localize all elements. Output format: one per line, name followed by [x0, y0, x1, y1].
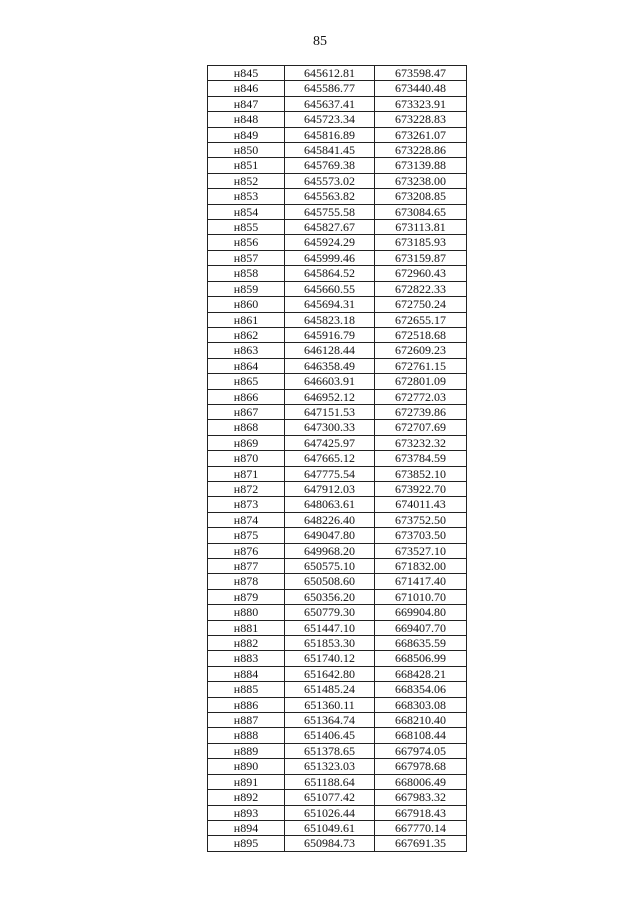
point-id-cell: н877 — [208, 559, 285, 574]
point-id-cell: н868 — [208, 420, 285, 435]
point-id-cell: н862 — [208, 327, 285, 342]
point-id-cell: н880 — [208, 605, 285, 620]
table-row — [208, 297, 467, 312]
x-coordinate-cell: 647912.03 — [285, 481, 375, 496]
table-row — [208, 420, 467, 435]
y-coordinate-cell: 667918.43 — [375, 805, 467, 820]
y-coordinate-cell: 673228.86 — [375, 143, 467, 158]
table-row — [208, 204, 467, 219]
point-id-cell: н845 — [208, 66, 285, 81]
point-id-cell: н881 — [208, 620, 285, 635]
point-id-cell: н856 — [208, 235, 285, 250]
x-coordinate-cell: 645924.29 — [285, 235, 375, 250]
y-coordinate-cell: 668506.99 — [375, 651, 467, 666]
point-id-cell: н852 — [208, 173, 285, 188]
x-coordinate-cell: 651642.80 — [285, 666, 375, 681]
table-row — [208, 173, 467, 188]
y-coordinate-cell: 673228.83 — [375, 112, 467, 127]
table-row — [208, 343, 467, 358]
point-id-cell: н884 — [208, 666, 285, 681]
point-id-cell: н879 — [208, 589, 285, 604]
y-coordinate-cell: 667983.32 — [375, 790, 467, 805]
y-coordinate-cell: 673323.91 — [375, 96, 467, 111]
table-row — [208, 358, 467, 373]
coordinates-table-body — [208, 66, 467, 852]
y-coordinate-cell: 673784.59 — [375, 451, 467, 466]
x-coordinate-cell: 648226.40 — [285, 512, 375, 527]
table-row — [208, 713, 467, 728]
point-id-cell: н883 — [208, 651, 285, 666]
point-id-cell: н858 — [208, 266, 285, 281]
point-id-cell: н891 — [208, 774, 285, 789]
point-id-cell: н870 — [208, 451, 285, 466]
table-row — [208, 589, 467, 604]
point-id-cell: н853 — [208, 189, 285, 204]
x-coordinate-cell: 645612.81 — [285, 66, 375, 81]
point-id-cell: н871 — [208, 466, 285, 481]
x-coordinate-cell: 646128.44 — [285, 343, 375, 358]
x-coordinate-cell: 645841.45 — [285, 143, 375, 158]
x-coordinate-cell: 645573.02 — [285, 173, 375, 188]
y-coordinate-cell: 673852.10 — [375, 466, 467, 481]
y-coordinate-cell: 672609.23 — [375, 343, 467, 358]
y-coordinate-cell: 673598.47 — [375, 66, 467, 81]
x-coordinate-cell: 651360.11 — [285, 697, 375, 712]
y-coordinate-cell: 669904.80 — [375, 605, 467, 620]
table-row — [208, 636, 467, 651]
table-row — [208, 651, 467, 666]
y-coordinate-cell: 673232.32 — [375, 435, 467, 450]
x-coordinate-cell: 647300.33 — [285, 420, 375, 435]
y-coordinate-cell: 671417.40 — [375, 574, 467, 589]
x-coordinate-cell: 651188.64 — [285, 774, 375, 789]
x-coordinate-cell: 645864.52 — [285, 266, 375, 281]
coordinates-table — [207, 65, 467, 852]
table-row — [208, 666, 467, 681]
point-id-cell: н886 — [208, 697, 285, 712]
y-coordinate-cell: 672655.17 — [375, 312, 467, 327]
x-coordinate-cell: 650984.73 — [285, 836, 375, 851]
table-row — [208, 559, 467, 574]
table-row — [208, 820, 467, 835]
point-id-cell: н860 — [208, 297, 285, 312]
y-coordinate-cell: 672518.68 — [375, 327, 467, 342]
point-id-cell: н863 — [208, 343, 285, 358]
point-id-cell: н873 — [208, 497, 285, 512]
y-coordinate-cell: 672707.69 — [375, 420, 467, 435]
table-row — [208, 805, 467, 820]
point-id-cell: н893 — [208, 805, 285, 820]
x-coordinate-cell: 645916.79 — [285, 327, 375, 342]
page-number: 85 — [313, 34, 327, 49]
point-id-cell: н875 — [208, 528, 285, 543]
table-row — [208, 743, 467, 758]
y-coordinate-cell: 667974.05 — [375, 743, 467, 758]
table-row — [208, 543, 467, 558]
x-coordinate-cell: 645660.55 — [285, 281, 375, 296]
x-coordinate-cell: 647665.12 — [285, 451, 375, 466]
table-row — [208, 220, 467, 235]
point-id-cell: н895 — [208, 836, 285, 851]
table-row — [208, 312, 467, 327]
table-row — [208, 682, 467, 697]
point-id-cell: н890 — [208, 759, 285, 774]
point-id-cell: н888 — [208, 728, 285, 743]
point-id-cell: н854 — [208, 204, 285, 219]
x-coordinate-cell: 645563.82 — [285, 189, 375, 204]
y-coordinate-cell: 673752.50 — [375, 512, 467, 527]
point-id-cell: н851 — [208, 158, 285, 173]
x-coordinate-cell: 645694.31 — [285, 297, 375, 312]
table-row — [208, 112, 467, 127]
x-coordinate-cell: 648063.61 — [285, 497, 375, 512]
x-coordinate-cell: 651485.24 — [285, 682, 375, 697]
table-row — [208, 774, 467, 789]
table-row — [208, 790, 467, 805]
point-id-cell: н848 — [208, 112, 285, 127]
table-row — [208, 127, 467, 142]
x-coordinate-cell: 646952.12 — [285, 389, 375, 404]
x-coordinate-cell: 647775.54 — [285, 466, 375, 481]
x-coordinate-cell: 651077.42 — [285, 790, 375, 805]
point-id-cell: н855 — [208, 220, 285, 235]
point-id-cell: н849 — [208, 127, 285, 142]
x-coordinate-cell: 650575.10 — [285, 559, 375, 574]
table-row — [208, 836, 467, 851]
x-coordinate-cell: 646358.49 — [285, 358, 375, 373]
y-coordinate-cell: 672772.03 — [375, 389, 467, 404]
y-coordinate-cell: 667691.35 — [375, 836, 467, 851]
table-row — [208, 497, 467, 512]
y-coordinate-cell: 673084.65 — [375, 204, 467, 219]
y-coordinate-cell: 673139.88 — [375, 158, 467, 173]
y-coordinate-cell: 673527.10 — [375, 543, 467, 558]
point-id-cell: н865 — [208, 374, 285, 389]
table-row — [208, 512, 467, 527]
y-coordinate-cell: 673440.48 — [375, 81, 467, 96]
table-row — [208, 389, 467, 404]
y-coordinate-cell: 668303.08 — [375, 697, 467, 712]
y-coordinate-cell: 673208.85 — [375, 189, 467, 204]
y-coordinate-cell: 668354.06 — [375, 682, 467, 697]
table-row — [208, 266, 467, 281]
table-row — [208, 605, 467, 620]
x-coordinate-cell: 650356.20 — [285, 589, 375, 604]
y-coordinate-cell: 667978.68 — [375, 759, 467, 774]
y-coordinate-cell: 672822.33 — [375, 281, 467, 296]
table-row — [208, 759, 467, 774]
point-id-cell: н867 — [208, 404, 285, 419]
x-coordinate-cell: 645827.67 — [285, 220, 375, 235]
y-coordinate-cell: 672750.24 — [375, 297, 467, 312]
y-coordinate-cell: 674011.43 — [375, 497, 467, 512]
table-row — [208, 620, 467, 635]
y-coordinate-cell: 673703.50 — [375, 528, 467, 543]
y-coordinate-cell: 667770.14 — [375, 820, 467, 835]
x-coordinate-cell: 650508.60 — [285, 574, 375, 589]
point-id-cell: н861 — [208, 312, 285, 327]
x-coordinate-cell: 651447.10 — [285, 620, 375, 635]
point-id-cell: н846 — [208, 81, 285, 96]
table-row — [208, 143, 467, 158]
table-row — [208, 528, 467, 543]
x-coordinate-cell: 651364.74 — [285, 713, 375, 728]
point-id-cell: н859 — [208, 281, 285, 296]
x-coordinate-cell: 645755.58 — [285, 204, 375, 219]
x-coordinate-cell: 651740.12 — [285, 651, 375, 666]
table-row — [208, 728, 467, 743]
table-row — [208, 281, 467, 296]
table-row — [208, 189, 467, 204]
x-coordinate-cell: 647425.97 — [285, 435, 375, 450]
table-row — [208, 250, 467, 265]
x-coordinate-cell: 645823.18 — [285, 312, 375, 327]
y-coordinate-cell: 668210.40 — [375, 713, 467, 728]
y-coordinate-cell: 673261.07 — [375, 127, 467, 142]
table-row — [208, 374, 467, 389]
y-coordinate-cell: 671832.00 — [375, 559, 467, 574]
x-coordinate-cell: 647151.53 — [285, 404, 375, 419]
y-coordinate-cell: 668006.49 — [375, 774, 467, 789]
point-id-cell: н864 — [208, 358, 285, 373]
point-id-cell: н847 — [208, 96, 285, 111]
point-id-cell: н882 — [208, 636, 285, 651]
x-coordinate-cell: 651026.44 — [285, 805, 375, 820]
point-id-cell: н857 — [208, 250, 285, 265]
y-coordinate-cell: 673185.93 — [375, 235, 467, 250]
table-row — [208, 96, 467, 111]
table-row — [208, 466, 467, 481]
point-id-cell: н889 — [208, 743, 285, 758]
table-row — [208, 404, 467, 419]
point-id-cell: н866 — [208, 389, 285, 404]
x-coordinate-cell: 650779.30 — [285, 605, 375, 620]
y-coordinate-cell: 673922.70 — [375, 481, 467, 496]
y-coordinate-cell: 668428.21 — [375, 666, 467, 681]
table-row — [208, 66, 467, 81]
x-coordinate-cell: 651406.45 — [285, 728, 375, 743]
x-coordinate-cell: 646603.91 — [285, 374, 375, 389]
table-row — [208, 697, 467, 712]
table-row — [208, 451, 467, 466]
point-id-cell: н869 — [208, 435, 285, 450]
point-id-cell: н892 — [208, 790, 285, 805]
y-coordinate-cell: 672960.43 — [375, 266, 467, 281]
table-row — [208, 481, 467, 496]
x-coordinate-cell: 645816.89 — [285, 127, 375, 142]
y-coordinate-cell: 672739.86 — [375, 404, 467, 419]
y-coordinate-cell: 673113.81 — [375, 220, 467, 235]
table-row — [208, 81, 467, 96]
point-id-cell: н887 — [208, 713, 285, 728]
point-id-cell: н876 — [208, 543, 285, 558]
x-coordinate-cell: 651323.03 — [285, 759, 375, 774]
y-coordinate-cell: 668635.59 — [375, 636, 467, 651]
point-id-cell: н872 — [208, 481, 285, 496]
x-coordinate-cell: 649968.20 — [285, 543, 375, 558]
point-id-cell: н874 — [208, 512, 285, 527]
y-coordinate-cell: 669407.70 — [375, 620, 467, 635]
point-id-cell: н894 — [208, 820, 285, 835]
y-coordinate-cell: 672761.15 — [375, 358, 467, 373]
point-id-cell: н850 — [208, 143, 285, 158]
y-coordinate-cell: 668108.44 — [375, 728, 467, 743]
x-coordinate-cell: 651378.65 — [285, 743, 375, 758]
x-coordinate-cell: 645769.38 — [285, 158, 375, 173]
y-coordinate-cell: 673238.00 — [375, 173, 467, 188]
table-row — [208, 574, 467, 589]
x-coordinate-cell: 645637.41 — [285, 96, 375, 111]
x-coordinate-cell: 651853.30 — [285, 636, 375, 651]
point-id-cell: н885 — [208, 682, 285, 697]
y-coordinate-cell: 671010.70 — [375, 589, 467, 604]
table-row — [208, 235, 467, 250]
x-coordinate-cell: 645723.34 — [285, 112, 375, 127]
x-coordinate-cell: 645999.46 — [285, 250, 375, 265]
table-row — [208, 435, 467, 450]
point-id-cell: н878 — [208, 574, 285, 589]
x-coordinate-cell: 651049.61 — [285, 820, 375, 835]
table-row — [208, 158, 467, 173]
x-coordinate-cell: 645586.77 — [285, 81, 375, 96]
x-coordinate-cell: 649047.80 — [285, 528, 375, 543]
y-coordinate-cell: 672801.09 — [375, 374, 467, 389]
y-coordinate-cell: 673159.87 — [375, 250, 467, 265]
table-row — [208, 327, 467, 342]
